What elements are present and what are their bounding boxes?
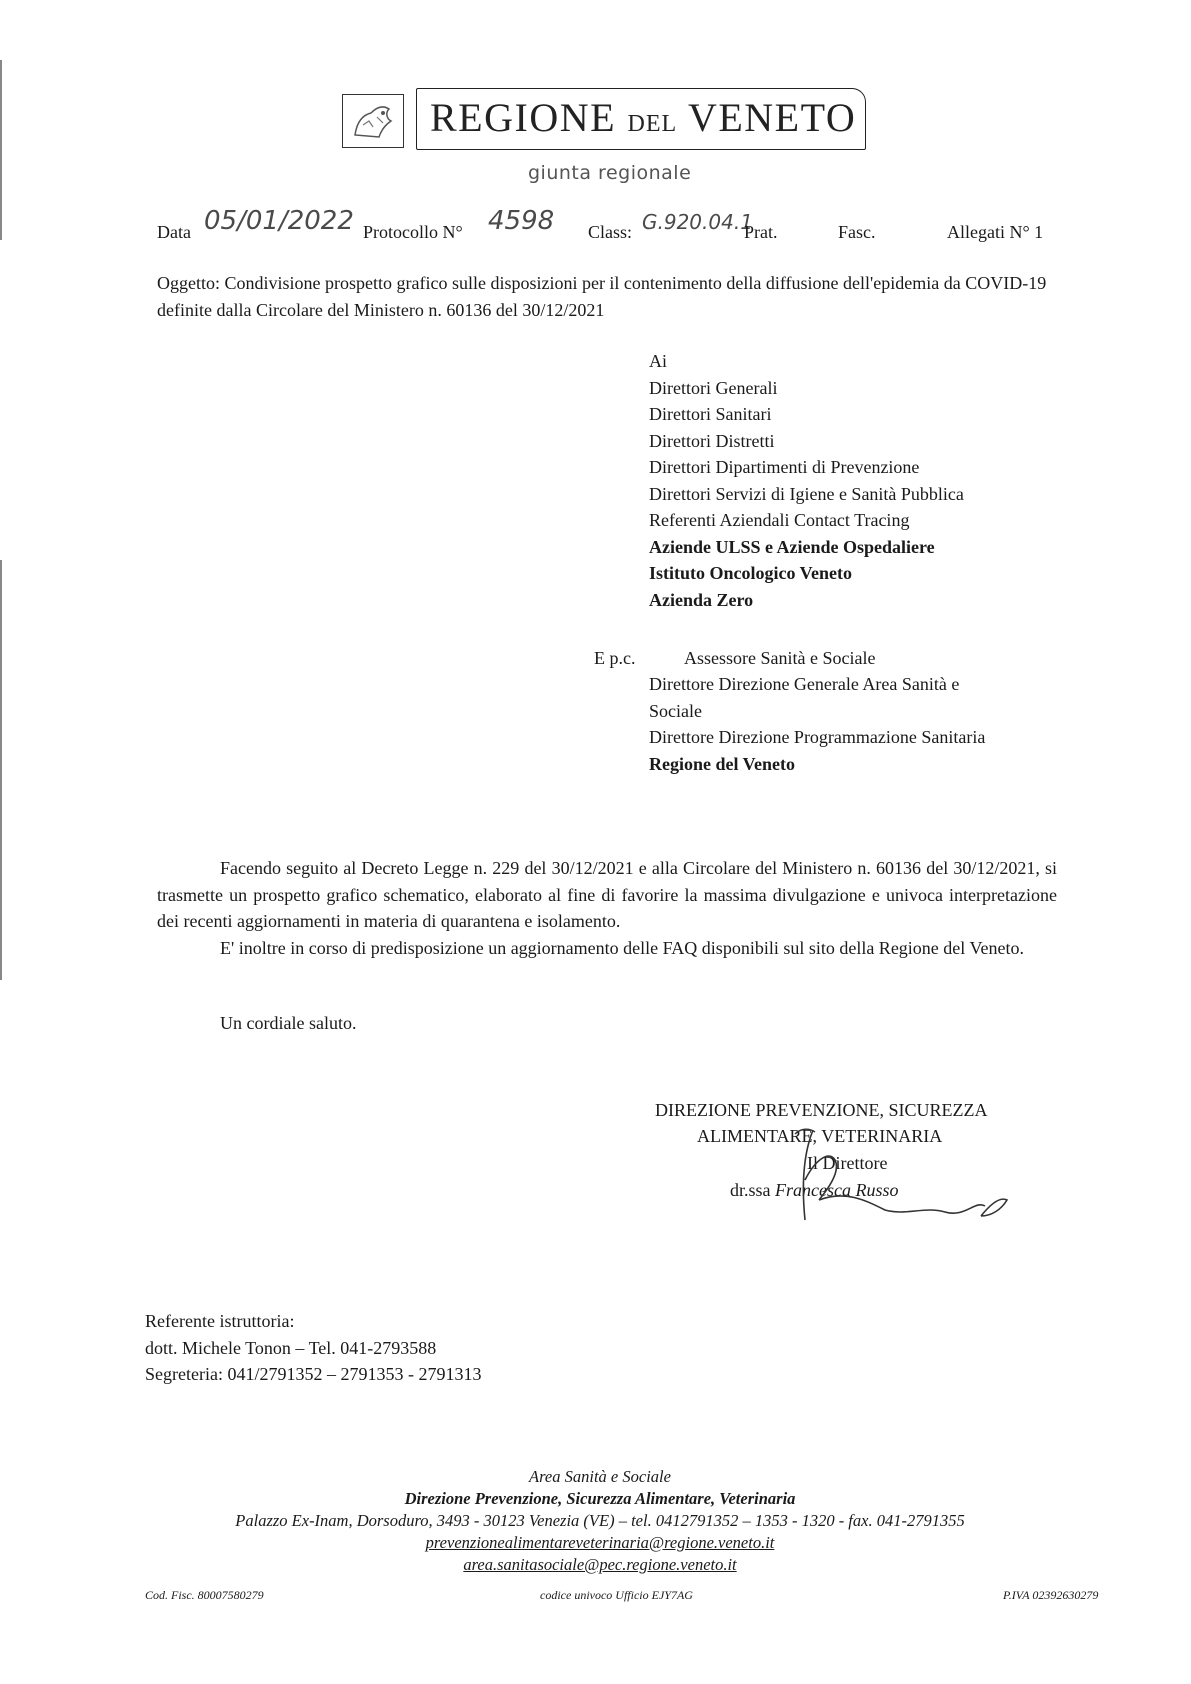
recipient-org: Aziende ULSS e Aziende Ospedaliere (649, 536, 935, 557)
footer-address: Palazzo Ex-Inam, Dorsoduro, 3493 - 30123 Venezia (VE) – tel. 0412791352 – 1353 - 1320 - fax. 041-2791355 (235, 1511, 965, 1530)
allegati-count: Allegati N° 1 (947, 222, 1044, 242)
codice-univoco: codice univoco Ufficio EJY7AG (540, 1588, 693, 1602)
segreteria-contact: Segreteria: 041/2791352 – 2791353 - 2791313 (145, 1364, 482, 1384)
recipient-line: Direttori Dipartimenti di Prevenzione (649, 457, 920, 477)
logo-word-del: DEL (627, 111, 678, 137)
cc-line: Direttore Direzione Programmazione Sanitaria (649, 727, 986, 747)
data-label: Data (157, 222, 191, 242)
recipients-intro: Ai (649, 351, 667, 371)
region-logo (342, 88, 872, 154)
referente-block (145, 1308, 481, 1388)
cc-org: Regione del Veneto (649, 753, 795, 774)
recipient-line: Direttori Sanitari (649, 404, 772, 424)
greeting: Un cordiale saluto. (220, 1013, 357, 1033)
scan-edge-mark (0, 560, 2, 980)
body-text (157, 855, 1057, 961)
recipients-block (649, 348, 964, 613)
cc-line: Direttore Direzione Generale Area Sanità e (649, 674, 960, 694)
class-value: G.920.04.1 (642, 210, 753, 234)
handwritten-signature-icon (775, 1120, 1035, 1230)
footer-area: Area Sanità e Sociale (529, 1467, 671, 1486)
footer (100, 1466, 1100, 1576)
protocollo-label: Protocollo N° (363, 222, 463, 242)
prat-label: Prat. (744, 222, 778, 242)
signature-office-line2: ALIMENTARE, VETERINARIA (697, 1126, 943, 1146)
signature-title: dr.ssa (730, 1180, 771, 1200)
scan-edge-mark (0, 60, 2, 240)
paragraph-2: E' inoltre in corso di predisposizione un aggiornamento delle FAQ disponibili sul sito della Regione del Veneto. (220, 937, 1024, 958)
giunta-subtitle: giunta regionale (528, 162, 692, 184)
signature-role: Il Direttore (807, 1153, 888, 1173)
class-label: Class: (588, 222, 633, 242)
recipient-line: Direttori Generali (649, 377, 778, 398)
cc-line: Sociale (649, 700, 702, 721)
recipient-line: Direttori Servizi di Igiene e Sanità Pubblica (649, 483, 964, 504)
referente-label: Referente istruttoria: (145, 1311, 295, 1331)
protocollo-value: 4598 (488, 206, 555, 236)
partita-iva: P.IVA 02392630279 (1003, 1588, 1099, 1602)
lion-emblem-icon (342, 94, 404, 148)
recipient-line: Direttori Distretti (649, 430, 775, 451)
cc-label: E p.c. (594, 648, 636, 668)
logo-word-veneto: VENETO (687, 95, 857, 140)
recipient-org: Azienda Zero (649, 589, 754, 610)
recipient-org: Istituto Oncologico Veneto (649, 563, 853, 583)
signature-name: Francesca Russo (775, 1180, 899, 1200)
cc-block (684, 645, 875, 672)
codice-fiscale: Cod. Fisc. 80007580279 (145, 1588, 264, 1602)
footer-pec-link[interactable]: area.sanitasociale@pec.regione.veneto.it (463, 1555, 737, 1574)
recipient-line: Referenti Aziendali Contact Tracing (649, 510, 910, 530)
cc-line: Assessore Sanità e Sociale (684, 648, 876, 668)
data-value: 05/01/2022 (204, 206, 354, 236)
footer-direzione: Direzione Prevenzione, Sicurezza Alimentare, Veterinaria (404, 1489, 796, 1508)
subject-line: Oggetto: Condivisione prospetto grafico sulle disposizioni per il contenimento della diffusione dell'epidemia da COVID-19 definite dalla Circolare del Ministero n. 60136 del 30/12/2021 (157, 273, 1047, 320)
paragraph-1: Facendo seguito al Decreto Legge n. 229 del 30/12/2021 e alla Circolare del Ministero n. 60136 del 30/12/2021, si trasmette un prospetto grafico schematico, elaborato al fine di favorire la massima divulgazione e univoca interpretazione dei recenti aggiornamenti in materia di quarantena e isolamento. (157, 858, 1057, 931)
fasc-label: Fasc. (838, 222, 876, 242)
cc-block-continued (649, 671, 985, 777)
signature-office-line1: DIREZIONE PREVENZIONE, SICUREZZA (655, 1100, 988, 1120)
logo-wordmark (430, 94, 856, 141)
footer-email-link[interactable]: prevenzionealimentareveterinaria@regione.veneto.it (425, 1533, 775, 1552)
referente-contact: dott. Michele Tonon – Tel. 041-2793588 (145, 1337, 437, 1358)
logo-word-regione: REGIONE (430, 95, 617, 140)
